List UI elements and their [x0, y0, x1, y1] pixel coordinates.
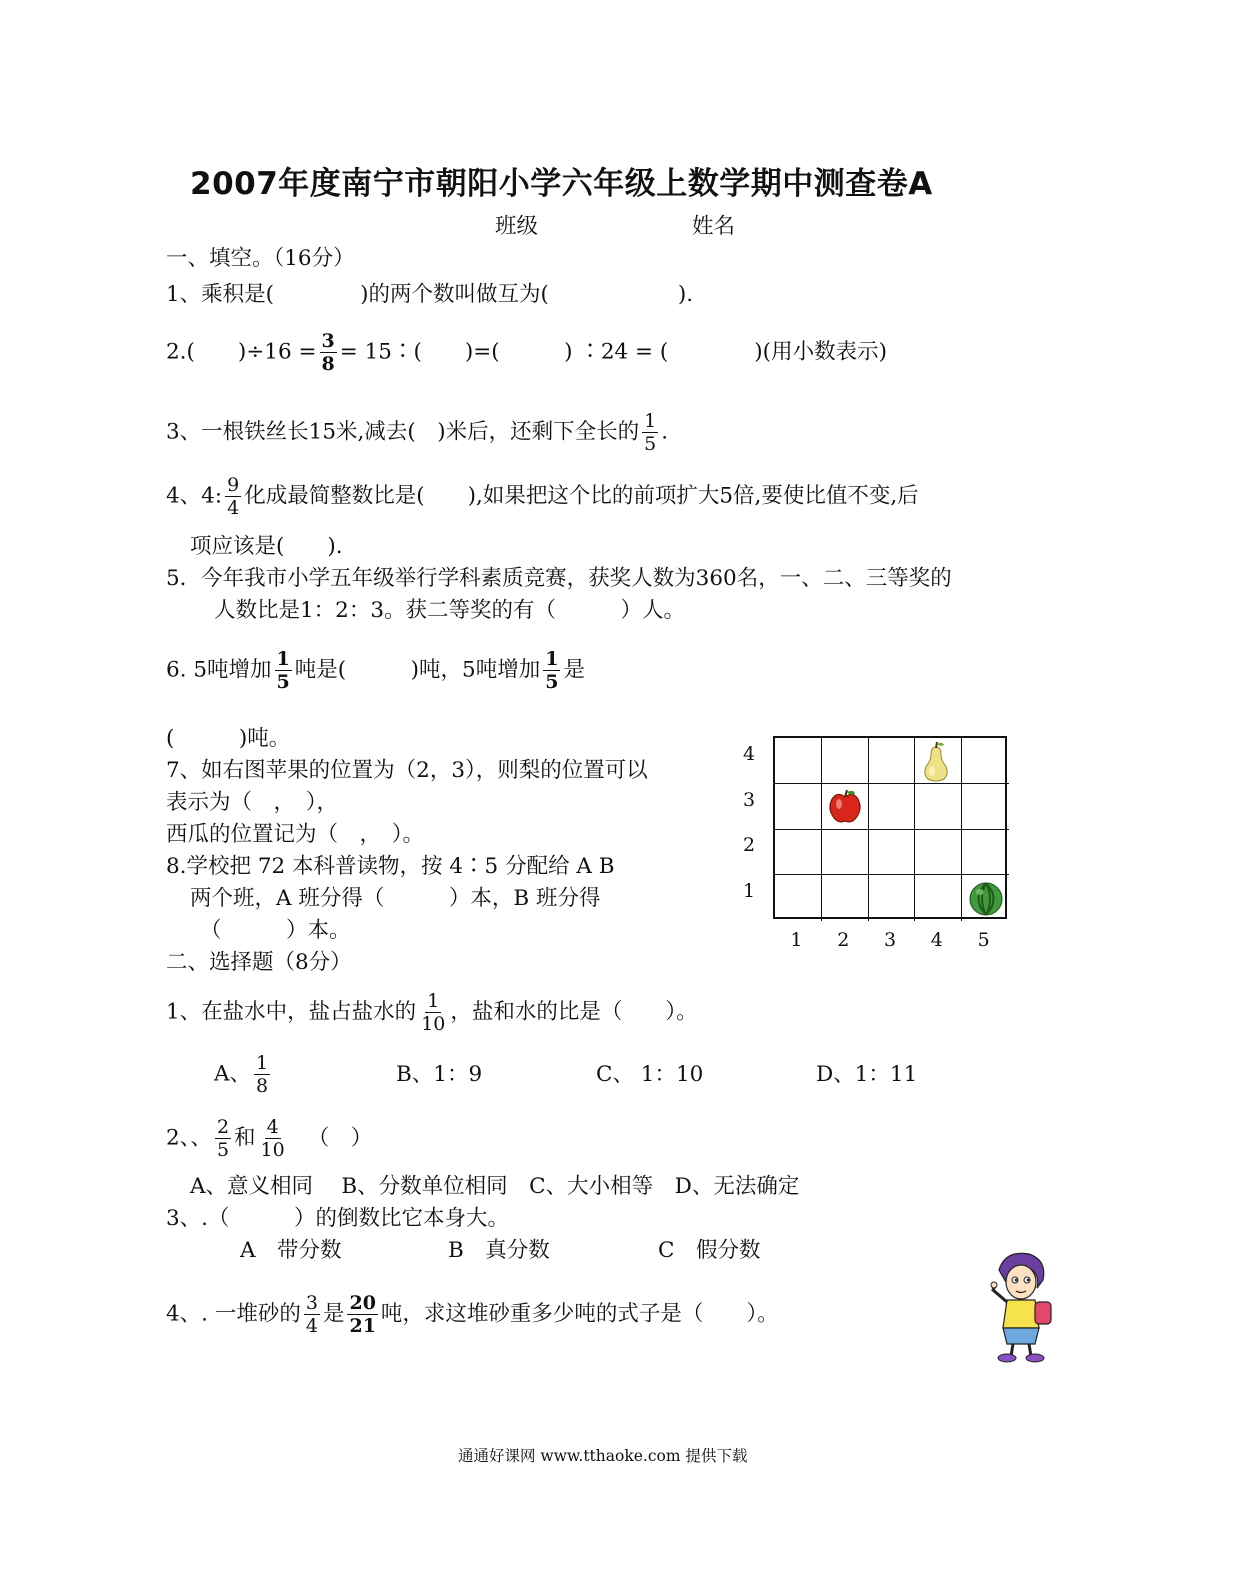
- s2-q3-option-c: C 假分数: [658, 1238, 761, 1263]
- fraction-numerator: 1: [545, 648, 559, 670]
- s1-q5-line1: 5．今年我市小学五年级举行学科素质竞赛，获奖人数为360名，一、二、三等奖的: [166, 566, 952, 591]
- s1-q3: [166, 410, 668, 455]
- fraction-1-8: [254, 1052, 270, 1097]
- fraction-3-4: [304, 1292, 320, 1337]
- grid-cell: [822, 830, 869, 876]
- fraction-numerator: 9: [227, 474, 240, 496]
- grid-cell: [822, 738, 869, 784]
- s1-q6-part-c: 是: [563, 657, 585, 683]
- s2-q2-options: A、意义相同 B、分数单位相同 C、大小相等 D、无法确定: [190, 1174, 800, 1199]
- s2-q3-line1: 3、.（ ）的倒数比它本身大。: [166, 1206, 510, 1231]
- grid-x-label: 2: [837, 929, 850, 951]
- grid-y-label: 3: [743, 788, 756, 811]
- fraction-denominator: 10: [260, 1139, 285, 1161]
- fraction-numerator: 1: [427, 990, 440, 1012]
- s2-q1-part-b: ，盐和水的比是（ ）。: [450, 999, 698, 1025]
- class-label: 班级: [495, 214, 539, 239]
- grid-x-label: 4: [930, 929, 943, 951]
- grid-cell: [775, 875, 822, 921]
- s2-q1-option-d: D、1：11: [816, 1062, 918, 1087]
- fraction-numerator: 1: [644, 410, 657, 432]
- fraction-1-5: [275, 648, 292, 693]
- grid-cell: [915, 875, 962, 921]
- s2-q1: [166, 990, 698, 1035]
- s1-q6-part-b: 吨是( )吨，5吨增加: [294, 657, 541, 683]
- s1-q4: [166, 474, 919, 519]
- fraction-denominator: 21: [349, 1315, 376, 1337]
- grid-cell: [775, 738, 822, 784]
- s2-q2-part-b: 和: [234, 1125, 256, 1151]
- s2-q4: [166, 1292, 779, 1337]
- fraction-numerator: 1: [256, 1052, 269, 1074]
- fraction-denominator: 5: [545, 671, 559, 693]
- grid-y-label: 2: [743, 834, 756, 857]
- grid-cell: [962, 784, 1009, 830]
- coordinate-grid: [773, 736, 1007, 919]
- grid-cell: [822, 875, 869, 921]
- s1-q2-part-b: = 15∶( )=( ) ∶24 = ( )(用小数表示): [339, 339, 887, 365]
- s2-q2-part-c: （ ）: [307, 1125, 373, 1151]
- s1-q1: 1、乘积是( )的两个数叫做互为( ).: [166, 282, 694, 307]
- page-title: 2007年度南宁市朝阳小学六年级上数学期中测查卷A: [190, 166, 933, 202]
- watermelon-icon: [966, 878, 1006, 922]
- fraction-denominator: 5: [644, 433, 657, 455]
- s1-q8-line2: 两个班，A 班分得（ ）本，B 班分得: [190, 886, 601, 911]
- s2-q3-option-a: A 带分数: [240, 1238, 342, 1263]
- option-a-label: A、: [214, 1061, 252, 1087]
- pear-icon: [919, 741, 953, 787]
- grid-cell: [775, 784, 822, 830]
- fraction-1-5: [642, 410, 658, 455]
- footer-source: 通通好课网 www.tthaoke.com 提供下载: [458, 1447, 748, 1465]
- s1-q6-part-a: 6. 5吨增加: [166, 657, 272, 683]
- fraction-denominator: 5: [276, 671, 290, 693]
- grid-cell: [962, 830, 1009, 876]
- s2-q4-part-c: 吨，求这堆砂重多少吨的式子是（ ）。: [380, 1301, 779, 1327]
- s1-q7-line3: 西瓜的位置记为（ ， ）。: [166, 822, 425, 847]
- s1-q3-part-b: .: [661, 419, 669, 445]
- grid-y-label: 1: [743, 880, 756, 903]
- fraction-numerator: 2: [216, 1116, 230, 1138]
- s2-q4-part-a: 4、. 一堆砂的: [166, 1301, 301, 1327]
- s2-q1-option-a: [214, 1052, 273, 1097]
- grid-x-label: 3: [884, 929, 897, 951]
- grid-cell: [915, 830, 962, 876]
- fraction-numerator: 1: [276, 648, 290, 670]
- s1-q2: [166, 330, 887, 375]
- s1-q7-line2: 表示为（ ， ），: [166, 790, 339, 815]
- fraction-3-8: [320, 330, 337, 375]
- grid-cell: [869, 738, 916, 784]
- s1-q5-line2: 人数比是1：2：3。获二等奖的有（ ）人。: [214, 598, 686, 623]
- fraction-numerator: 3: [305, 1292, 318, 1314]
- apple-icon: [825, 787, 865, 831]
- fraction-denominator: 8: [256, 1075, 269, 1097]
- s1-q2-part-a: 2.( )÷16 =: [166, 339, 317, 365]
- s1-q8-line1: 8.学校把 72 本科普读物，按 4∶5 分配给 A B: [166, 854, 615, 879]
- fraction-denominator: 4: [305, 1315, 318, 1337]
- fraction-1-10: [419, 990, 447, 1035]
- grid-x-label: 5: [977, 929, 990, 951]
- grid-y-label: 4: [743, 742, 756, 765]
- fraction-numerator: 20: [349, 1292, 376, 1314]
- s1-q8-line3: （ ）本。: [200, 918, 351, 943]
- fraction-numerator: 4: [266, 1116, 279, 1138]
- s2-q4-part-b: 是: [322, 1301, 345, 1327]
- s1-q4-part-a: 4、4:: [166, 483, 223, 509]
- grid-cell: [869, 784, 916, 830]
- s2-q1-option-b: B、1：9: [396, 1062, 483, 1087]
- name-label: 姓名: [692, 214, 736, 239]
- s1-q4-part-b: 化成最简整数比是( ),如果把这个比的前项扩大5倍,要使比值不变,后: [244, 483, 919, 509]
- s2-q1-option-c: C、 1：10: [596, 1062, 704, 1087]
- s1-q7-line1: 7、如右图苹果的位置为（2，3），则梨的位置可以: [166, 758, 648, 783]
- section2-heading: 二、选择题（8分）: [166, 950, 352, 975]
- s2-q2-part-a: 2、、: [166, 1125, 212, 1151]
- fraction-denominator: 4: [227, 497, 240, 519]
- s1-q6-line2: ( )吨。: [166, 726, 291, 751]
- s1-q6: [166, 648, 585, 693]
- grid-x-label: 1: [790, 929, 803, 951]
- grid-cell: [869, 830, 916, 876]
- s2-q2: [166, 1116, 372, 1161]
- grid-cell: [775, 830, 822, 876]
- fraction-numerator: 3: [321, 330, 335, 352]
- fraction-denominator: 8: [321, 353, 335, 375]
- fraction-9-4: [225, 474, 241, 519]
- section1-heading: 一、填空。（16分）: [166, 246, 355, 271]
- s1-q3-part-a: 3、一根铁丝长15米,减去( )米后，还剩下全长的: [166, 419, 640, 445]
- fraction-2-5: [215, 1116, 231, 1161]
- fraction-denominator: 10: [421, 1013, 446, 1035]
- grid-cell: [962, 738, 1009, 784]
- s2-q1-part-a: 1、在盐水中，盐占盐水的: [166, 999, 417, 1025]
- cartoon-girl-illustration: [985, 1250, 1057, 1366]
- grid-cell: [869, 875, 916, 921]
- fraction-4-10: [259, 1116, 287, 1161]
- fraction-20-21: [347, 1292, 377, 1337]
- s2-q3-option-b: B 真分数: [448, 1238, 550, 1263]
- s1-q4-line2: 项应该是( ).: [190, 534, 343, 559]
- fraction-1-5: [543, 648, 560, 693]
- fraction-denominator: 5: [216, 1139, 230, 1161]
- grid-cell: [915, 784, 962, 830]
